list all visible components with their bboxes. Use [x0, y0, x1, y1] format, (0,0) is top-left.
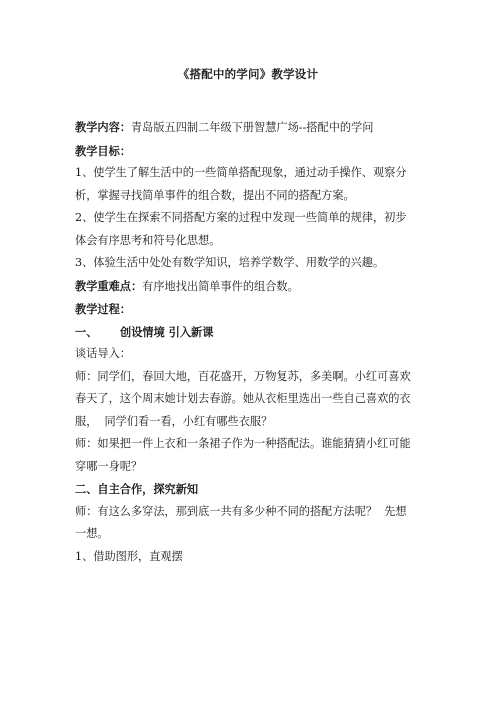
teaching-content: [75, 116, 420, 140]
objectives-heading: 教学目标：: [75, 143, 131, 158]
teacher-2-line-1: 师：如果把一件上衣和一条裙子作为一种搭配法。谁能猜猜小红可能: [75, 437, 411, 450]
objective-3: 3、体验生活中处处有数学知识，培养学数学、用数学的兴趣。: [75, 256, 385, 269]
teacher-3-line-2: 一想。: [75, 527, 109, 540]
objective-1-line-2: 析，掌握寻找简单事件的组合数，提出不同的搭配方案。: [75, 188, 355, 202]
teacher-1-line-1: 师：同学们，春回大地，百花盛开，万物复苏，多美啊。小红可喜欢: [75, 369, 411, 383]
key-points-label: 教学重难点：: [75, 278, 143, 293]
teacher-3-line-1: 师：有这么多穿法，那到底一共有多少种不同的搭配方法呢？ 先想: [75, 504, 407, 518]
section-1-heading: [75, 321, 420, 344]
objective-1-line-1: 1、使学生了解生活中的一些简单搭配现象，通过动手操作、观察分: [75, 166, 407, 179]
teaching-content-label: 教学内容：: [75, 120, 131, 134]
section-1-number: 一、: [75, 324, 98, 339]
section-2-heading: 二、自主合作，探究新知: [75, 482, 199, 496]
process-heading: 教学过程：: [75, 302, 131, 316]
document-body: [75, 116, 420, 568]
step-1: 1、借助图形，直观摆: [75, 549, 183, 563]
teaching-content-text: 青岛版五四制二年级下册智慧广场--搭配中的学问: [130, 121, 374, 134]
teacher-1-line-2: 春天了，这个周末她计划去春游。她从衣柜里选出一些自己喜欢的衣: [75, 392, 411, 405]
talk-intro: 谈话导入：: [75, 347, 131, 360]
teacher-2-line-2: 穿哪一身呢？: [75, 459, 143, 473]
key-points: [75, 275, 420, 299]
document-title: 《搭配中的学问》教学设计: [177, 67, 319, 81]
key-points-text: 有序地找出简单事件的组合数。: [142, 279, 299, 293]
objective-2-line-1: 2、使学生在探索不同搭配方案的过程中发现一些简单的规律，初步: [75, 211, 407, 224]
objective-2-line-2: 体会有序思考和符号化思想。: [75, 233, 221, 247]
teacher-1-line-3: 服， 同学们看一看，小红有哪些衣服？: [75, 414, 273, 428]
section-1-title: 创设情境 引入新课: [120, 324, 214, 339]
